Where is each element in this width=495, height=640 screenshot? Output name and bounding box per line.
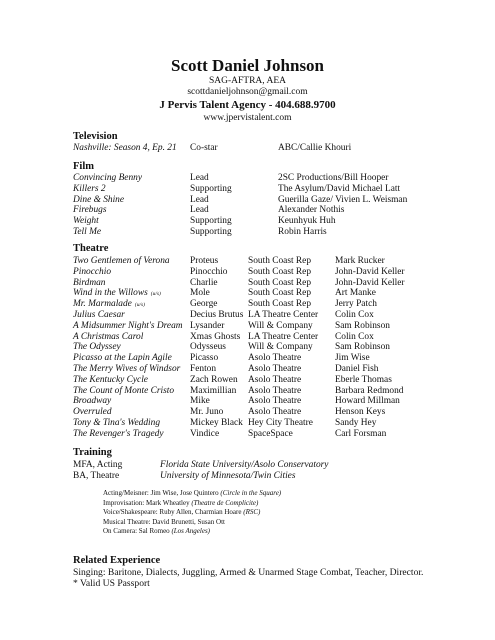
theatre-director: Colin Cox [335,331,374,342]
theatre-role: Xmas Ghosts [190,331,241,342]
section-title-television: Television [73,131,118,142]
credit-company: Alexander Nothis [278,205,345,216]
credit-role: Lead [190,194,209,205]
theatre-role: Zach Rowen [190,374,238,385]
credit-project: Dine & Shine [73,194,125,205]
theatre-row [73,278,473,289]
theatre-venue: Asolo Theatre [248,407,302,418]
training-degrees [73,460,473,482]
theatre-venue: Hey City Theatre [248,417,313,428]
theatre-show-title: The Odyssey [73,342,121,353]
teacher-text: Voice/Shakespeare: Ruby Allen, Charmian Hoare [103,508,244,517]
degree-school: Florida State University/Asolo Conservatory [160,460,329,470]
theatre-show [73,321,183,332]
actor-name: Scott Daniel Johnson [170,56,325,75]
theatre-row [73,267,473,278]
degree-name: BA, Theatre [73,471,120,481]
theatre-director: Sandy Hey [335,417,377,428]
theatre-venue: South Coast Rep [248,256,312,266]
theatre-show [73,353,172,364]
training-teachers [103,489,281,537]
theatre-venue: Will & Company [248,342,313,353]
degree-row [73,471,473,482]
teacher-text: Musical Theatre: David Brunetti, Susan Ott [103,517,225,526]
theatre-director: Sam Robinson [335,342,390,353]
credit-role: Supporting [190,216,232,227]
theatre-venue: LA Theatre Center [248,309,319,320]
theatre-show [73,310,125,321]
television-row [73,143,473,154]
theatre-venue: LA Theatre Center [248,331,319,342]
theatre-role: Pinocchio [190,266,228,277]
theatre-director: Jerry Patch [335,299,377,310]
theatre-venue: South Coast Rep [248,277,312,288]
theatre-venue: Asolo Theatre [248,374,302,385]
related-skills: Singing: Baritone, Dialects, Juggling, Armed & Unarmed Stage Combat, Teacher, Director. [73,567,424,578]
credit-project: Convincing Benny [73,173,142,183]
degree-row [73,460,473,471]
teacher-line [103,499,281,509]
theatre-role: Fenton [190,363,217,374]
section-title-training: Training [73,447,112,458]
theatre-role: Picasso [190,353,219,364]
theatre-director: John-David Keller [335,277,405,288]
television-credits [73,143,473,154]
theatre-show [73,375,148,386]
theatre-role: Proteus [190,256,219,266]
theatre-row [73,407,473,418]
section-title-theatre: Theatre [73,243,109,254]
theatre-row [73,288,473,299]
theatre-role: Mr. Juno [190,407,224,418]
email-address: scottdanieljohnson@gmail.com [187,87,308,97]
degree-name: MFA, Acting [73,460,123,470]
theatre-role: Mickey Black [190,417,243,428]
theatre-row [73,310,473,321]
theatre-show-title: Pinocchio [73,266,112,277]
theatre-row [73,299,473,310]
theatre-director: John-David Keller [335,266,405,277]
theatre-show [73,267,111,278]
theatre-row [73,429,473,440]
theatre-venue: South Coast Rep [248,299,312,310]
theatre-show [73,332,143,343]
theatre-venue: Asolo Theatre [248,385,302,396]
theatre-show [73,278,105,289]
theatre-show-title: Birdman [73,277,106,288]
credit-project: Weight [73,216,99,227]
theatre-show-title: Wind in the Willows [73,288,148,299]
theatre-show-title: Two Gentlemen of Verona [73,256,170,266]
teacher-line [103,508,281,518]
credit-company: 2SC Productions/Bill Hooper [278,173,389,183]
theatre-role: Lysander [190,320,225,331]
theatre-show-title: The Merry Wives of Windsor [73,363,181,374]
theatre-show-title: Julius Caesar [73,309,125,320]
teacher-note: (Los Angeles) [171,527,210,536]
theatre-role: Vindice [190,428,220,439]
theatre-role: George [190,299,218,310]
theatre-show [73,386,174,397]
theatre-show-title: The Kentucky Cycle [73,374,148,385]
credit-role: Supporting [190,183,232,194]
theatre-show [73,256,170,267]
credit-role: Co-star [190,143,218,153]
theatre-director: Jim Wise [335,353,370,364]
credit-role: Lead [190,205,209,216]
film-row [73,216,473,227]
theatre-show-title: The Count of Monte Cristo [73,385,175,396]
film-row [73,173,473,184]
theatre-venue: South Coast Rep [248,266,312,277]
film-row [73,184,473,195]
theatre-director: Howard Millman [335,396,400,407]
theatre-row [73,364,473,375]
credit-company: Guerilla Gaze/ Vivien L. Weisman [278,194,408,205]
theatre-role: Decius Brutus [190,309,244,320]
credit-company: The Asylum/David Michael Latt [278,183,401,194]
theatre-director: Henson Keys [335,407,386,418]
theatre-venue: South Coast Rep [248,288,312,299]
theatre-show-title: A Midsummer Night's Dream [73,320,183,331]
teacher-text: Acting/Meisner: Jim Wise, Jose Quintero [103,489,221,497]
theatre-show-title: Overruled [73,407,112,418]
theatre-row [73,386,473,397]
understudy-note: (u/s) [134,302,145,309]
credit-project: Firebugs [73,205,107,216]
teacher-line [103,527,281,537]
theatre-show-title: Mr. Marmalade [73,299,132,310]
credit-role: Lead [190,173,209,183]
theatre-row [73,256,473,267]
film-row [73,205,473,216]
credit-company: Robin Harris [278,226,327,237]
related-experience [73,554,423,589]
teacher-line [103,489,281,499]
theatre-director: Carl Forsman [335,428,387,439]
theatre-venue: Will & Company [248,320,313,331]
teacher-text: Improvisation: Mark Wheatley [103,498,192,507]
credit-company: Keunhyuk Huh [278,216,336,227]
theatre-show-title: The Revenger's Tragedy [73,428,164,439]
theatre-director: Daniel Fish [335,363,379,374]
theatre-venue: Asolo Theatre [248,353,302,364]
film-row [73,195,473,206]
theatre-show [73,364,180,375]
theatre-show-title: Tony & Tina's Wedding [73,417,161,428]
theatre-row [73,353,473,364]
agency-website: www.jpervistalent.com [203,113,292,123]
theatre-role: Maximillian [190,385,237,396]
theatre-director: Mark Rucker [335,256,385,266]
theatre-show [73,418,160,429]
theatre-director: Sam Robinson [335,320,390,331]
understudy-note: (u/s) [150,291,161,298]
theatre-show-title: Picasso at the Lapin Agile [73,353,172,364]
theatre-role: Charlie [190,277,218,288]
theatre-venue: Asolo Theatre [248,363,302,374]
union-affiliation: SAG-AFTRA, AEA [208,76,287,86]
theatre-venue: Asolo Theatre [248,396,302,407]
theatre-row [73,321,473,332]
agency-contact: J Pervis Talent Agency - 404.688.9700 [159,99,336,111]
theatre-role: Odysseus [190,342,226,353]
theatre-show [73,342,121,353]
theatre-director: Eberle Thomas [335,374,392,385]
teacher-note: (RSC) [243,508,261,517]
theatre-show-title: A Christmas Carol [73,331,144,342]
film-row [73,227,473,238]
section-title-film: Film [73,161,94,172]
credit-project: Tell Me [73,226,102,237]
theatre-venue: SpaceSpace [248,428,293,439]
teacher-text: On Camera: Sal Romeo [103,527,172,536]
teacher-line [103,518,281,528]
credit-role: Supporting [190,226,232,237]
teacher-note: (Theatre de Complicite) [191,498,259,507]
theatre-row [73,332,473,343]
theatre-role: Mole [190,288,210,299]
theatre-row [73,396,473,407]
theatre-credits [73,256,473,440]
section-title-related: Related Experience [73,555,161,566]
theatre-row [73,418,473,429]
theatre-show [73,396,111,407]
theatre-director: Art Manke [335,288,376,299]
credit-company: ABC/Callie Khouri [278,143,352,153]
degree-school: University of Minnesota/Twin Cities [160,471,296,481]
passport-note: * Valid US Passport [73,578,150,589]
teacher-note: (Circle in the Square) [220,489,282,497]
theatre-show [73,407,112,418]
theatre-role: Mike [190,396,210,407]
theatre-director: Barbara Redmond [335,385,404,396]
film-credits [73,173,473,238]
credit-project: Killers 2 [73,183,106,194]
theatre-row [73,342,473,353]
theatre-row [73,375,473,386]
theatre-show-title: Broadway [73,396,112,407]
resume-header [0,56,495,124]
theatre-director: Colin Cox [335,309,374,320]
theatre-show [73,429,164,440]
credit-project: Nashville: Season 4, Ep. 21 [73,143,177,153]
